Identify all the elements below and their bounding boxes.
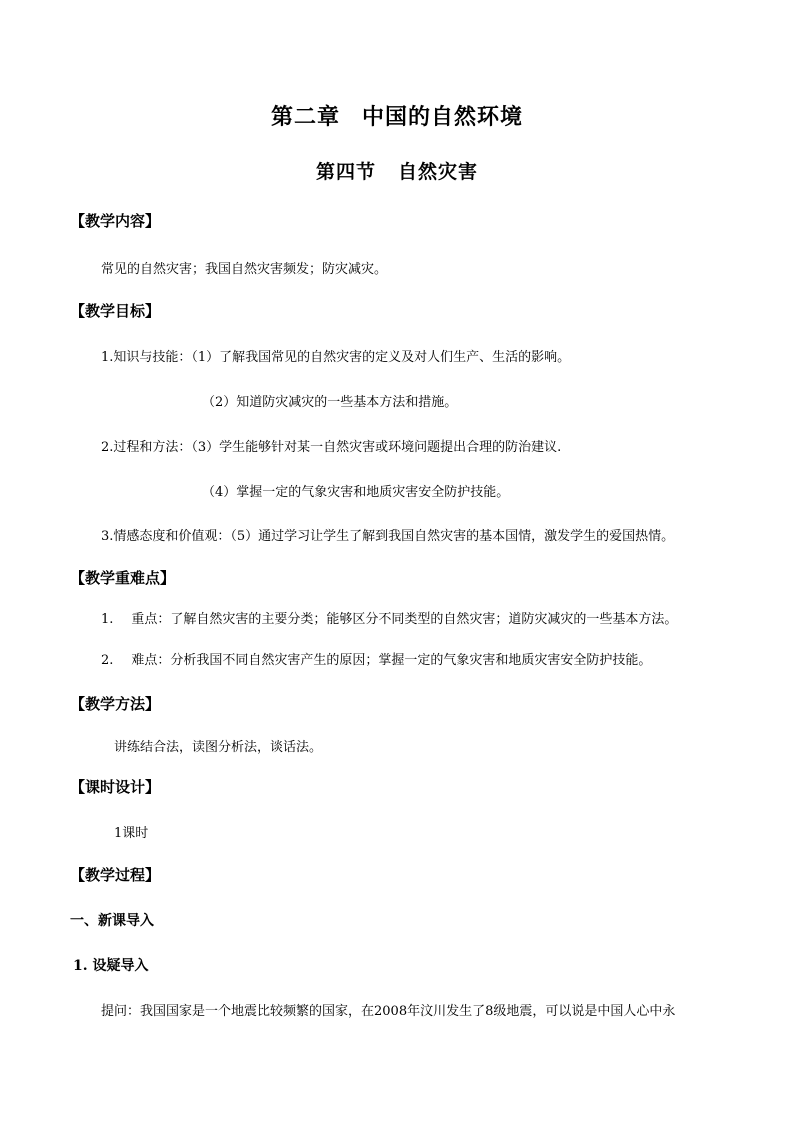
keypoint-number: 2.: [101, 653, 114, 668]
section-number: 第四节: [315, 161, 376, 183]
chapter-number: 第二章: [270, 104, 340, 130]
chapter-title: [0, 100, 794, 131]
goal-2-line: [101, 436, 561, 455]
chapter-name: 中国的自然环境: [362, 104, 524, 130]
content-text: 常见的自然灾害；我国自然灾害频发；防灾减灾。: [101, 262, 388, 277]
process-part-1: 一、新课导入: [70, 913, 154, 929]
process-heading: 【教学过程】: [70, 866, 161, 884]
keypoint-text: 重点：了解自然灾害的主要分类；能够区分不同类型的自然灾害；道防灾减灾的一些基本方法。: [131, 612, 678, 627]
goal-1-label: 1.知识与技能：: [101, 350, 192, 365]
goal-3-item-5: （5）通过学习让学生了解到我国自然灾害的基本国情，激发学生的爱国热情。: [230, 529, 675, 544]
goal-1-item-1: （1）了解我国常见的自然灾害的定义及对人们生产、生活的影响。: [191, 350, 571, 365]
goal-3-label: 3.情感态度和价值观：: [101, 529, 231, 544]
keypoint-item: [101, 608, 677, 627]
goal-1-item-2: （2）知道防灾减灾的一些基本方法和措施。: [202, 395, 458, 410]
keypoints-heading: 【教学重难点】: [70, 569, 176, 587]
goal-1-line: [101, 346, 570, 365]
method-text: 讲练结合法，读图分析法，谈话法。: [114, 740, 323, 755]
goals-heading: 【教学目标】: [70, 302, 161, 320]
schedule-text: 1课时: [114, 826, 149, 841]
goal-2-item-4: （4）掌握一定的气象灾害和地质灾害安全防护技能。: [202, 485, 510, 500]
goal-2-label: 2.过程和方法：: [101, 440, 192, 455]
section-title: [0, 157, 794, 184]
process-text: 提问：我国国家是一个地震比较频繁的国家，在2008年汶川发生了8级地震，可以说是中国人心中永: [101, 1004, 676, 1019]
method-heading: 【教学方法】: [70, 695, 161, 713]
keypoint-item: [101, 649, 651, 668]
process-sub-1: 1. 设疑导入: [73, 958, 149, 974]
section-name: 自然灾害: [398, 161, 479, 183]
content-heading: 【教学内容】: [70, 212, 161, 230]
goal-3-line: [101, 525, 674, 544]
goal-2-item-3: （3）学生能够针对某一自然灾害或环境问题提出合理的防治建议.: [191, 440, 562, 455]
schedule-heading: 【课时设计】: [70, 778, 161, 796]
keypoint-number: 1.: [101, 612, 114, 627]
keypoint-text: 难点：分析我国不同自然灾害产生的原因；掌握一定的气象灾害和地质灾害安全防护技能。: [131, 653, 652, 668]
